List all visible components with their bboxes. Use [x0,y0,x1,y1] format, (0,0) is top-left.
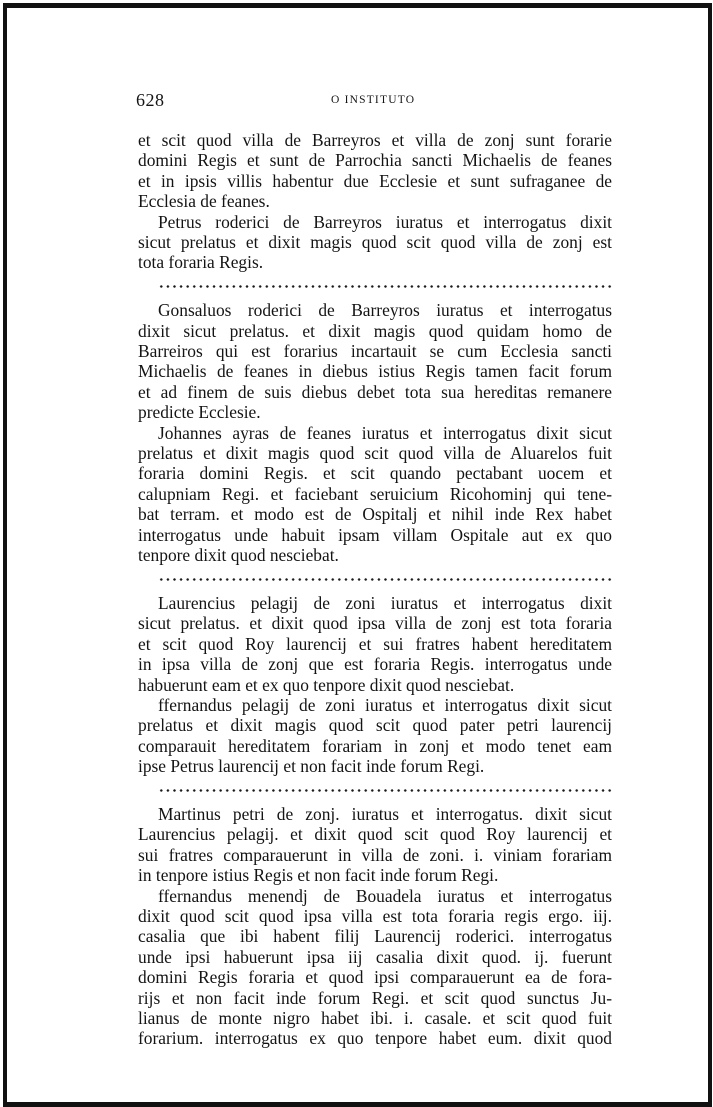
paragraph [138,300,612,422]
text-line: interrogatus unde habuit ipsam villam Ospitale aut ex quo [138,524,612,545]
text-line: calupniam Regi. et faciebant seruicium Ricohominj qui tene- [138,483,612,504]
text-line: domini Regis et sunt de Parrochia sancti Michaelis de feanes [138,150,612,171]
paragraph [138,804,612,886]
text-line: ffernandus pelagij de zoni iuratus et interrogatus dixit sicut [158,694,612,715]
text-line: habuerunt eam et ex quo tenpore dixit quod nesciebat. [138,674,515,695]
text-line: domini Regis foraria et quod ipsi comparauerunt ea de fora- [138,967,612,988]
text-line: Michaelis de feanes in diebus istius Regis tamen facit forum [138,361,612,382]
page-number: 628 [136,90,165,110]
text-line: Johannes ayras de feanes iuratus et interrogatus dixit sicut [158,422,612,443]
text-line: bat terram. et modo est de Ospitalj et nihil inde Rex habet [138,504,612,525]
text-line: et scit quod villa de Barreyros et villa de zonj sunt forarie [138,130,612,150]
paragraph [138,212,612,273]
text-line: prelatus et dixit magis quod scit quod villa de Aluarelos fuit [138,443,612,464]
text-line: dixit quod scit quod ipsa villa est tota foraria regis ergo. iij. [138,905,612,926]
paragraph [138,423,612,566]
ellipsis-separator [138,780,612,800]
text-line: Petrus roderici de Barreyros iuratus et interrogatus dixit [158,211,612,232]
text-line: ffernandus menendj de Bouadela iuratus et interrogatus [158,885,612,906]
text-line: forarium. interrogatus ex quo tenpore habet eum. dixit quod [138,1028,612,1049]
text-line: unde ipsi habuerunt ipsa iij casalia dixit quod. ij. fuerunt [138,946,612,967]
paragraph [138,593,612,695]
text-line: tenpore dixit quod nesciebat. [138,545,339,566]
running-head [136,90,612,112]
text-line: foraria domini Regis. et scit quando pectabant uocem et [138,463,612,484]
ellipsis-separator [138,276,612,296]
text-line: in ipsa villa de zonj que est foraria Regis. interrogatus unde [138,654,612,675]
text-line: ipse Petrus laurencij et non facit inde forum Regi. [138,756,485,777]
text-line: Gonsaluos roderici de Barreyros iuratus et interrogatus [158,300,612,321]
ellipsis-separator [138,569,612,589]
paragraph [138,130,612,212]
text-line: Laurencius pelagij de zoni iuratus et interrogatus dixit [158,592,612,613]
text-line: Ecclesia de feanes. [138,191,270,212]
text-line: sicut prelatus et dixit magis quod scit quod villa de zonj est [138,232,612,253]
text-line: prelatus et dixit magis quod scit quod pater petri laurencij [138,715,612,736]
text-line: sui fratres comparauerunt in villa de zoni. i. viniam forariam [138,844,612,865]
journal-title: O INSTITUTO [331,94,416,106]
text-line: dixit sicut prelatus. et dixit magis quod quidam homo de [138,320,612,341]
text-line: et in ipsis villis habentur due Ecclesie et sunt sufraganee de [138,170,612,191]
text-line: lianus de monte nigro habet ibi. i. casale. et scit quod fuit [138,1008,612,1029]
paragraph [138,695,612,777]
text-line: et scit quod Roy laurencij et sui fratres habent hereditatem [138,633,612,654]
text-line: Laurencius pelagij. et dixit quod scit quod Roy laurencij et [138,824,612,845]
text-line: comparauit hereditatem forariam in zonj et modo tenet eam [138,735,612,756]
text-line: in tenpore istius Regis et non facit inde forum Regi. [138,865,499,886]
paragraph [138,886,612,1049]
text-line: et ad finem de suis diebus debet tota sua hereditas remanere [138,381,612,402]
text-line: tota foraria Regis. [138,252,264,273]
text-line: casalia que ibi habent filij Laurencij roderici. interrogatus [138,926,612,947]
document-body [138,130,612,1049]
text-line: sicut prelatus. et dixit quod ipsa villa de zonj est tota foraria [138,613,612,634]
text-line: Martinus petri de zonj. iuratus et interrogatus. dixit sicut [158,803,612,824]
text-line: rijs et non facit inde forum Regi. et scit quod sunctus Ju- [138,987,612,1008]
text-line: predicte Ecclesie. [138,402,261,423]
text-line: Barreiros qui est forarius incartauit se cum Ecclesia sancti [138,341,612,362]
